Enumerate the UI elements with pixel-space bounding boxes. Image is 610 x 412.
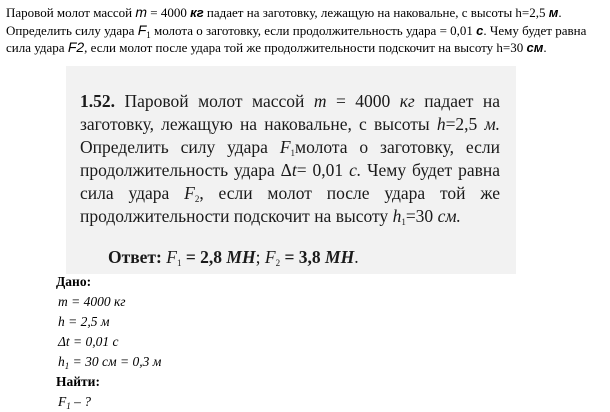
answer-force1-symbol: F [166,247,177,267]
given-section [56,272,256,412]
book-time-symbol: t [291,160,297,180]
book-text-7: = 0,01 [296,160,350,180]
book-text-1: Паровой молот массой [115,91,314,111]
answer-force2-unit: МН [325,247,355,267]
book-force1-subscript: 1 [290,148,296,158]
intro-time-unit: с [476,22,484,38]
book-height-symbol: h [436,114,446,134]
answer-force1-unit: МН [226,247,256,267]
intro-force1-subscript: 1 [146,29,151,40]
intro-height-unit: м [548,5,559,20]
find-force1-question: – ? [70,394,91,409]
find-header: Найти: [56,374,100,389]
find-force1 [56,392,256,412]
intro-text-5: молота о заготовку, если продолжительность удара = 0,01 [150,22,477,38]
book-text-10: =30 [405,206,438,226]
intro-text-4: . Определить силу удара [6,5,562,38]
intro-force1-symbol: F [137,21,147,38]
given-height1-symbol: h [58,354,65,369]
book-time-unit: с. [349,160,362,180]
book-height1-unit: см. [437,206,461,226]
answer-force2-subscript: 2 [275,258,281,268]
given-height1 [56,352,256,372]
given-height1-value: = 30 см = 0,3 м [69,354,162,369]
book-text-4: =2,5 [445,114,485,134]
book-height1-subscript: 1 [401,217,406,227]
answer-end: . [354,247,359,267]
book-force2-symbol: F [184,183,195,203]
book-text-3: падает на заготовку, лежащую на наковальне, с высоты [80,91,500,134]
book-text-2: = 4000 [326,91,400,111]
book-mass-unit: кг [399,91,415,111]
book-height-unit: м. [484,114,500,134]
intro-text-8: . [543,40,547,55]
intro-text-7: , если молот после удара той же продолжительности подскочит на высоту h=30 [84,40,527,55]
book-mass-symbol: m [313,91,327,111]
given-height1-subscript: 1 [64,361,70,371]
given-header: Дано: [56,274,92,289]
find-force1-subscript: 1 [66,401,71,411]
answer-separator: ; [255,247,265,267]
intro-mass-symbol: m [135,4,148,20]
answer-force1-subscript: 1 [176,258,182,268]
textbook-problem [80,90,500,228]
book-height1-symbol: h [392,206,402,226]
book-force2-subscript: 2 [194,194,200,204]
book-text-9: , если молот после удара той же продолжительности подскочит на высоту [80,183,500,226]
intro-text-3: падает на заготовку, лежащую на наковальне, с высоты h=2,5 [203,5,549,20]
answer-label: Ответ: [108,247,162,267]
book-text-5: Определить силу удара [80,137,280,157]
intro-force2-symbol: F2 [67,39,85,55]
book-text-8: Чему будет равна сила удара [80,160,500,203]
answer-force1-value: = 2,8 [181,247,227,267]
book-text-6: молота о заготовку, если продолжительность удара Δ [80,137,501,180]
find-force1-symbol: F [58,394,67,409]
intro-mass-unit: кг [190,5,204,20]
given-height: h = 2,5 м [58,314,110,329]
given-time: Δt = 0,01 с [58,334,119,349]
problem-statement [6,4,606,57]
intro-height1-unit: см [526,40,544,55]
intro-text-2: = 4000 [147,5,191,20]
answer-line [108,246,508,268]
given-mass: m = 4000 кг [58,294,126,309]
answer-force2-symbol: F [264,247,276,267]
intro-text-6: . Чему будет равна сила удара [6,22,587,55]
intro-text-1: Паровой молот массой [6,5,136,20]
answer-force2-value: = 3,8 [280,247,326,267]
book-force1-symbol: F [279,137,291,157]
problem-number: 1.52. [80,91,115,111]
